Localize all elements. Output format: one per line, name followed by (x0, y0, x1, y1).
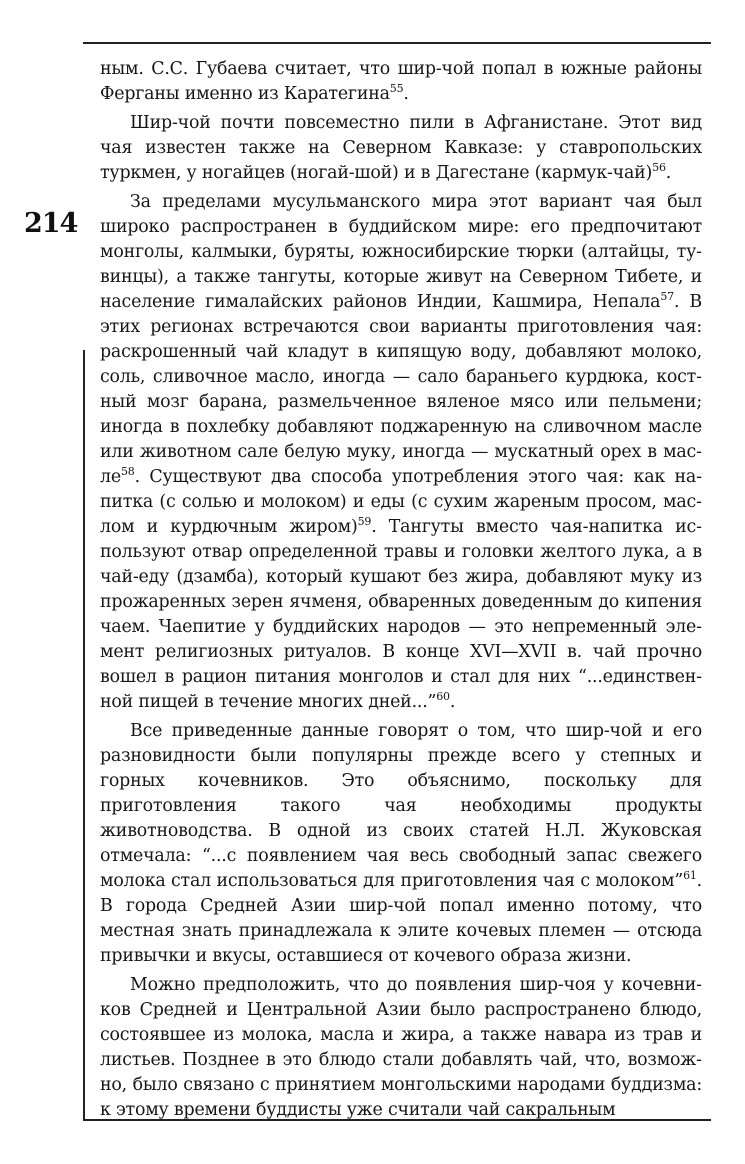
paragraph (100, 111, 702, 186)
footnote-ref: 61 (683, 869, 697, 882)
footnote-ref: 55 (389, 82, 404, 95)
text-run: . В этих регионах встречаются свои варианты приготовления чая: раскрошенный чай кладут в кипящую воду, добавляют молоко, соль, сливочное масло, иногда — сало бараньего курдюка, костный мозг барана, размельченное вяленое мясо или пельмени; иногда в похлебку добавляют поджаренную на сливочном масле или животном сале белую муку, иногда — мускатный орех в масле (100, 292, 702, 487)
paragraph (100, 973, 702, 1123)
paragraph (100, 57, 702, 107)
footnote-ref: 57 (660, 290, 674, 303)
text-run: . (449, 692, 456, 712)
text-run: Все приведенные данные говорят о том, что шир-чой и его разновидности были популярны прежде всего у степных и горных кочевников. Это объяснимо, поскольку для приготовления такого чая необходимы продукты животноводства. В одной из своих статей Н.Л. Жуковская отмечала: “...с появлением чая весь свободный запас свежего молока стал использоваться для приготовления чая с молоком” (100, 721, 702, 891)
text-run: За пределами мусульманского мира этот вариант чая был широко распространен в буддийском мире: его предпочитают монголы, калмыки, буряты, южносибирские тюрки (алтайцы, тувинцы), а также тангуты, которые живут на Северном Тибете, и население гималайских районов Индии, Кашмира, Непала (100, 192, 702, 312)
text-run: Можно предположить, что до появления шир-чоя у кочевников Средней и Центральной Азии было распространено блюдо, состоявшее из молока, масла и жира, а также навара из трав и листьев. Позднее в это блюдо стали добавлять чай, что, возможно, было связано с принятием монгольскими народами буддизма: к этому времени буддисты уже считали чай сакральным (100, 975, 702, 1120)
footnote-ref: 56 (652, 161, 666, 174)
footnote-ref: 59 (357, 515, 372, 528)
footnote-ref: 58 (120, 465, 135, 478)
text-run: ным. С.С. Губаева считает, что шир-чой попал в южные районы Ферганы именно из Каратегина (100, 59, 702, 104)
text-run: . Существуют два способа употребления этого чая: как напитка (с солью и молоком) и еды (с сухим жареным просом, маслом и курдючным жиром) (100, 467, 702, 537)
page-number: 214 (24, 208, 78, 239)
body-text (100, 57, 702, 1127)
text-run: . (403, 84, 409, 104)
top-rule (83, 42, 711, 44)
paragraph (100, 719, 702, 969)
text-run: . Тангуты вместо чая-напитка используют отвар определенной травы и головки желтого лука, а в чай-еду (дзамба), который кушают без жира, добавляют муку из прожаренных зерен ячменя, обваренных доведенным до кипения чаем. Чаепитие у буддийских народов — это непременный элемент религиозных ритуалов. В конце XVI—XVII в. чай прочно вошел в рацион питания монголов и стал для них “...единственной пищей в течение многих дней...” (100, 517, 702, 712)
text-run: Шир-чой почти повсеместно пили в Афганистане. Этот вид чая известен также на Северном Кавказе: у ставропольских туркмен, у ногайцев (ногай-шой) и в Дагестане (кармук-чай) (100, 113, 702, 183)
footnote-ref: 60 (436, 690, 450, 703)
text-run: . (665, 163, 672, 183)
left-margin-rule (83, 350, 85, 1120)
paragraph (100, 190, 702, 715)
text-run: . В города Средней Азии шир-чой попал именно потому, что местная знать принадлежала к элите кочевых племен — отсюда привычки и вкусы, оставшиеся от кочевого образа жизни. (100, 871, 702, 966)
